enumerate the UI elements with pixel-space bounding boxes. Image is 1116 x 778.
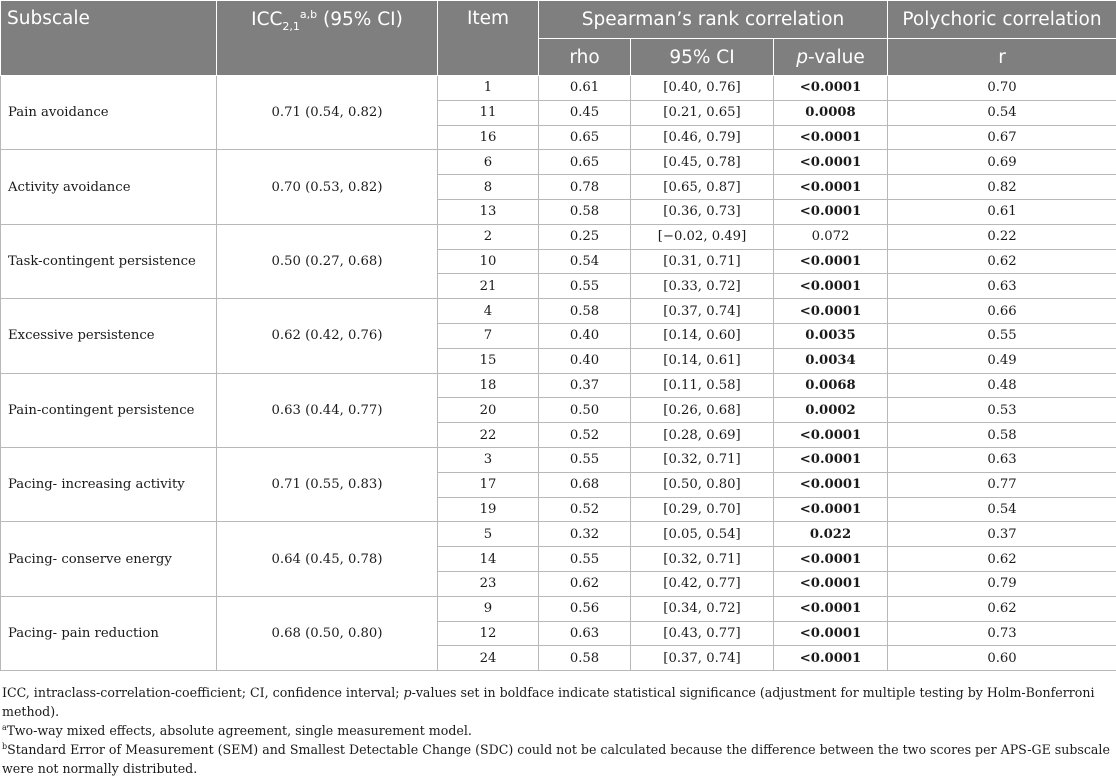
p-value-cell: <0.0001 <box>774 423 888 448</box>
subscale-cell: Pacing- pain reduction <box>1 596 217 670</box>
item-cell: 15 <box>438 348 539 373</box>
table-row <box>1 150 1116 175</box>
ci-cell: [0.36, 0.73] <box>631 199 774 224</box>
header-r: r <box>888 39 1116 76</box>
subscale-cell: Task-contingent persistence <box>1 224 217 298</box>
ci-cell: [0.05, 0.54] <box>631 522 774 547</box>
item-cell: 21 <box>438 274 539 299</box>
header-subscale: Subscale <box>1 1 217 76</box>
icc-cell: 0.71 (0.55, 0.83) <box>217 447 438 521</box>
item-cell: 7 <box>438 323 539 348</box>
r-cell: 0.63 <box>888 274 1116 299</box>
r-cell: 0.73 <box>888 621 1116 646</box>
r-cell: 0.62 <box>888 249 1116 274</box>
r-cell: 0.55 <box>888 323 1116 348</box>
ci-cell: [0.32, 0.71] <box>631 547 774 572</box>
ci-cell: [0.31, 0.71] <box>631 249 774 274</box>
rho-cell: 0.58 <box>539 299 631 324</box>
rho-cell: 0.55 <box>539 447 631 472</box>
table-row <box>1 299 1116 324</box>
p-value-cell: 0.0034 <box>774 348 888 373</box>
item-cell: 10 <box>438 249 539 274</box>
ci-cell: [0.50, 0.80] <box>631 472 774 497</box>
ci-cell: [0.46, 0.79] <box>631 125 774 150</box>
subscale-cell: Pacing- conserve energy <box>1 522 217 596</box>
ci-cell: [0.21, 0.65] <box>631 100 774 125</box>
p-value-cell: <0.0001 <box>774 150 888 175</box>
header-polychoric: Polychoric correlation <box>888 1 1116 39</box>
r-cell: 0.70 <box>888 76 1116 101</box>
p-value-cell: <0.0001 <box>774 621 888 646</box>
rho-cell: 0.78 <box>539 175 631 200</box>
r-cell: 0.79 <box>888 571 1116 596</box>
ci-cell: [0.11, 0.58] <box>631 373 774 398</box>
ci-cell: [0.37, 0.74] <box>631 299 774 324</box>
header-icc: $ICC_{2,1}^{a,b}$ (95% CI) <box>217 1 438 76</box>
subscale-cell: Excessive persistence <box>1 299 217 373</box>
ci-cell: [0.14, 0.61] <box>631 348 774 373</box>
subscale-cell: Pacing- increasing activity <box>1 447 217 521</box>
r-cell: 0.58 <box>888 423 1116 448</box>
rho-cell: 0.68 <box>539 472 631 497</box>
ci-cell: [0.32, 0.71] <box>631 447 774 472</box>
ci-cell: [0.43, 0.77] <box>631 621 774 646</box>
rho-cell: 0.65 <box>539 150 631 175</box>
p-value-cell: <0.0001 <box>774 125 888 150</box>
subscale-cell: Activity avoidance <box>1 150 217 224</box>
p-value-cell: <0.0001 <box>774 447 888 472</box>
r-cell: 0.48 <box>888 373 1116 398</box>
r-cell: 0.67 <box>888 125 1116 150</box>
ci-cell: [0.14, 0.60] <box>631 323 774 348</box>
item-cell: 23 <box>438 571 539 596</box>
table-row <box>1 596 1116 621</box>
p-value-cell: <0.0001 <box>774 497 888 522</box>
icc-cell: 0.50 (0.27, 0.68) <box>217 224 438 298</box>
p-value-cell: 0.0008 <box>774 100 888 125</box>
rho-cell: 0.55 <box>539 547 631 572</box>
r-cell: 0.22 <box>888 224 1116 249</box>
item-cell: 9 <box>438 596 539 621</box>
note-a: $^a$Two-way mixed effects, absolute agreement, single measurement model. <box>2 721 1114 740</box>
rho-cell: 0.52 <box>539 423 631 448</box>
rho-cell: 0.52 <box>539 497 631 522</box>
item-cell: 17 <box>438 472 539 497</box>
header-ci: 95% CI <box>631 39 774 76</box>
r-cell: 0.82 <box>888 175 1116 200</box>
item-cell: 3 <box>438 447 539 472</box>
p-value-cell: <0.0001 <box>774 175 888 200</box>
item-cell: 11 <box>438 100 539 125</box>
rho-cell: 0.40 <box>539 348 631 373</box>
rho-cell: 0.40 <box>539 323 631 348</box>
r-cell: 0.49 <box>888 348 1116 373</box>
ci-cell: [0.40, 0.76] <box>631 76 774 101</box>
rho-cell: 0.37 <box>539 373 631 398</box>
icc-cell: 0.62 (0.42, 0.76) <box>217 299 438 373</box>
p-value-cell: 0.072 <box>774 224 888 249</box>
rho-cell: 0.32 <box>539 522 631 547</box>
header-item: Item <box>438 1 539 76</box>
rho-cell: 0.61 <box>539 76 631 101</box>
rho-cell: 0.56 <box>539 596 631 621</box>
item-cell: 2 <box>438 224 539 249</box>
table-row <box>1 224 1116 249</box>
icc-cell: 0.64 (0.45, 0.78) <box>217 522 438 596</box>
r-cell: 0.77 <box>888 472 1116 497</box>
p-value-cell: 0.0002 <box>774 398 888 423</box>
table-row <box>1 522 1116 547</box>
ci-cell: [0.26, 0.68] <box>631 398 774 423</box>
item-cell: 20 <box>438 398 539 423</box>
p-value-cell: <0.0001 <box>774 472 888 497</box>
p-value-cell: <0.0001 <box>774 76 888 101</box>
r-cell: 0.62 <box>888 596 1116 621</box>
p-value-cell: <0.0001 <box>774 199 888 224</box>
ci-cell: [0.65, 0.87] <box>631 175 774 200</box>
note-abbreviations: ICC, intraclass-correlation-coefficient; CI, confidence interval; p-values set in boldface indicate statistical significance (adjustment for multiple testing by Holm-Bonferroni method). <box>2 683 1114 721</box>
r-cell: 0.61 <box>888 199 1116 224</box>
r-cell: 0.66 <box>888 299 1116 324</box>
table-notes <box>2 683 1114 778</box>
subscale-cell: Pain-contingent persistence <box>1 373 217 447</box>
r-cell: 0.54 <box>888 100 1116 125</box>
item-cell: 12 <box>438 621 539 646</box>
ci-cell: [−0.02, 0.49] <box>631 224 774 249</box>
icc-cell: 0.68 (0.50, 0.80) <box>217 596 438 670</box>
p-value-cell: <0.0001 <box>774 547 888 572</box>
icc-cell: 0.71 (0.54, 0.82) <box>217 76 438 150</box>
table-row <box>1 447 1116 472</box>
p-value-cell: <0.0001 <box>774 249 888 274</box>
table-row <box>1 76 1116 101</box>
r-cell: 0.69 <box>888 150 1116 175</box>
rho-cell: 0.45 <box>539 100 631 125</box>
p-value-cell: <0.0001 <box>774 274 888 299</box>
item-cell: 6 <box>438 150 539 175</box>
r-cell: 0.62 <box>888 547 1116 572</box>
r-cell: 0.63 <box>888 447 1116 472</box>
rho-cell: 0.55 <box>539 274 631 299</box>
ci-cell: [0.33, 0.72] <box>631 274 774 299</box>
note-b: $^b$Standard Error of Measurement (SEM) and Smallest Detectable Change (SDC) could not be calculated because the difference between the two scores per APS-GE subscale were not normally distributed. <box>2 740 1114 778</box>
p-value-cell: <0.0001 <box>774 646 888 671</box>
subscale-cell: Pain avoidance <box>1 76 217 150</box>
header-spearman: Spearman’s rank correlation <box>539 1 888 39</box>
icc-cell: 0.70 (0.53, 0.82) <box>217 150 438 224</box>
item-cell: 14 <box>438 547 539 572</box>
item-cell: 4 <box>438 299 539 324</box>
rho-cell: 0.54 <box>539 249 631 274</box>
item-cell: 22 <box>438 423 539 448</box>
item-cell: 18 <box>438 373 539 398</box>
icc-cell: 0.63 (0.44, 0.77) <box>217 373 438 447</box>
p-value-cell: 0.022 <box>774 522 888 547</box>
rho-cell: 0.58 <box>539 646 631 671</box>
ci-cell: [0.37, 0.74] <box>631 646 774 671</box>
r-cell: 0.60 <box>888 646 1116 671</box>
rho-cell: 0.25 <box>539 224 631 249</box>
p-value-cell: 0.0035 <box>774 323 888 348</box>
r-cell: 0.54 <box>888 497 1116 522</box>
item-cell: 16 <box>438 125 539 150</box>
ci-cell: [0.34, 0.72] <box>631 596 774 621</box>
header-rho: rho <box>539 39 631 76</box>
ci-cell: [0.29, 0.70] <box>631 497 774 522</box>
r-cell: 0.37 <box>888 522 1116 547</box>
header-p-value: p-value <box>774 39 888 76</box>
item-cell: 1 <box>438 76 539 101</box>
rho-cell: 0.50 <box>539 398 631 423</box>
p-value-cell: 0.0068 <box>774 373 888 398</box>
table-row <box>1 373 1116 398</box>
item-cell: 13 <box>438 199 539 224</box>
rho-cell: 0.63 <box>539 621 631 646</box>
p-value-cell: <0.0001 <box>774 571 888 596</box>
table-body <box>1 76 1116 671</box>
item-cell: 19 <box>438 497 539 522</box>
item-cell: 24 <box>438 646 539 671</box>
rho-cell: 0.65 <box>539 125 631 150</box>
ci-cell: [0.45, 0.78] <box>631 150 774 175</box>
p-value-cell: <0.0001 <box>774 299 888 324</box>
item-cell: 8 <box>438 175 539 200</box>
r-cell: 0.53 <box>888 398 1116 423</box>
p-value-cell: <0.0001 <box>774 596 888 621</box>
rho-cell: 0.58 <box>539 199 631 224</box>
item-cell: 5 <box>438 522 539 547</box>
ci-cell: [0.42, 0.77] <box>631 571 774 596</box>
ci-cell: [0.28, 0.69] <box>631 423 774 448</box>
rho-cell: 0.62 <box>539 571 631 596</box>
